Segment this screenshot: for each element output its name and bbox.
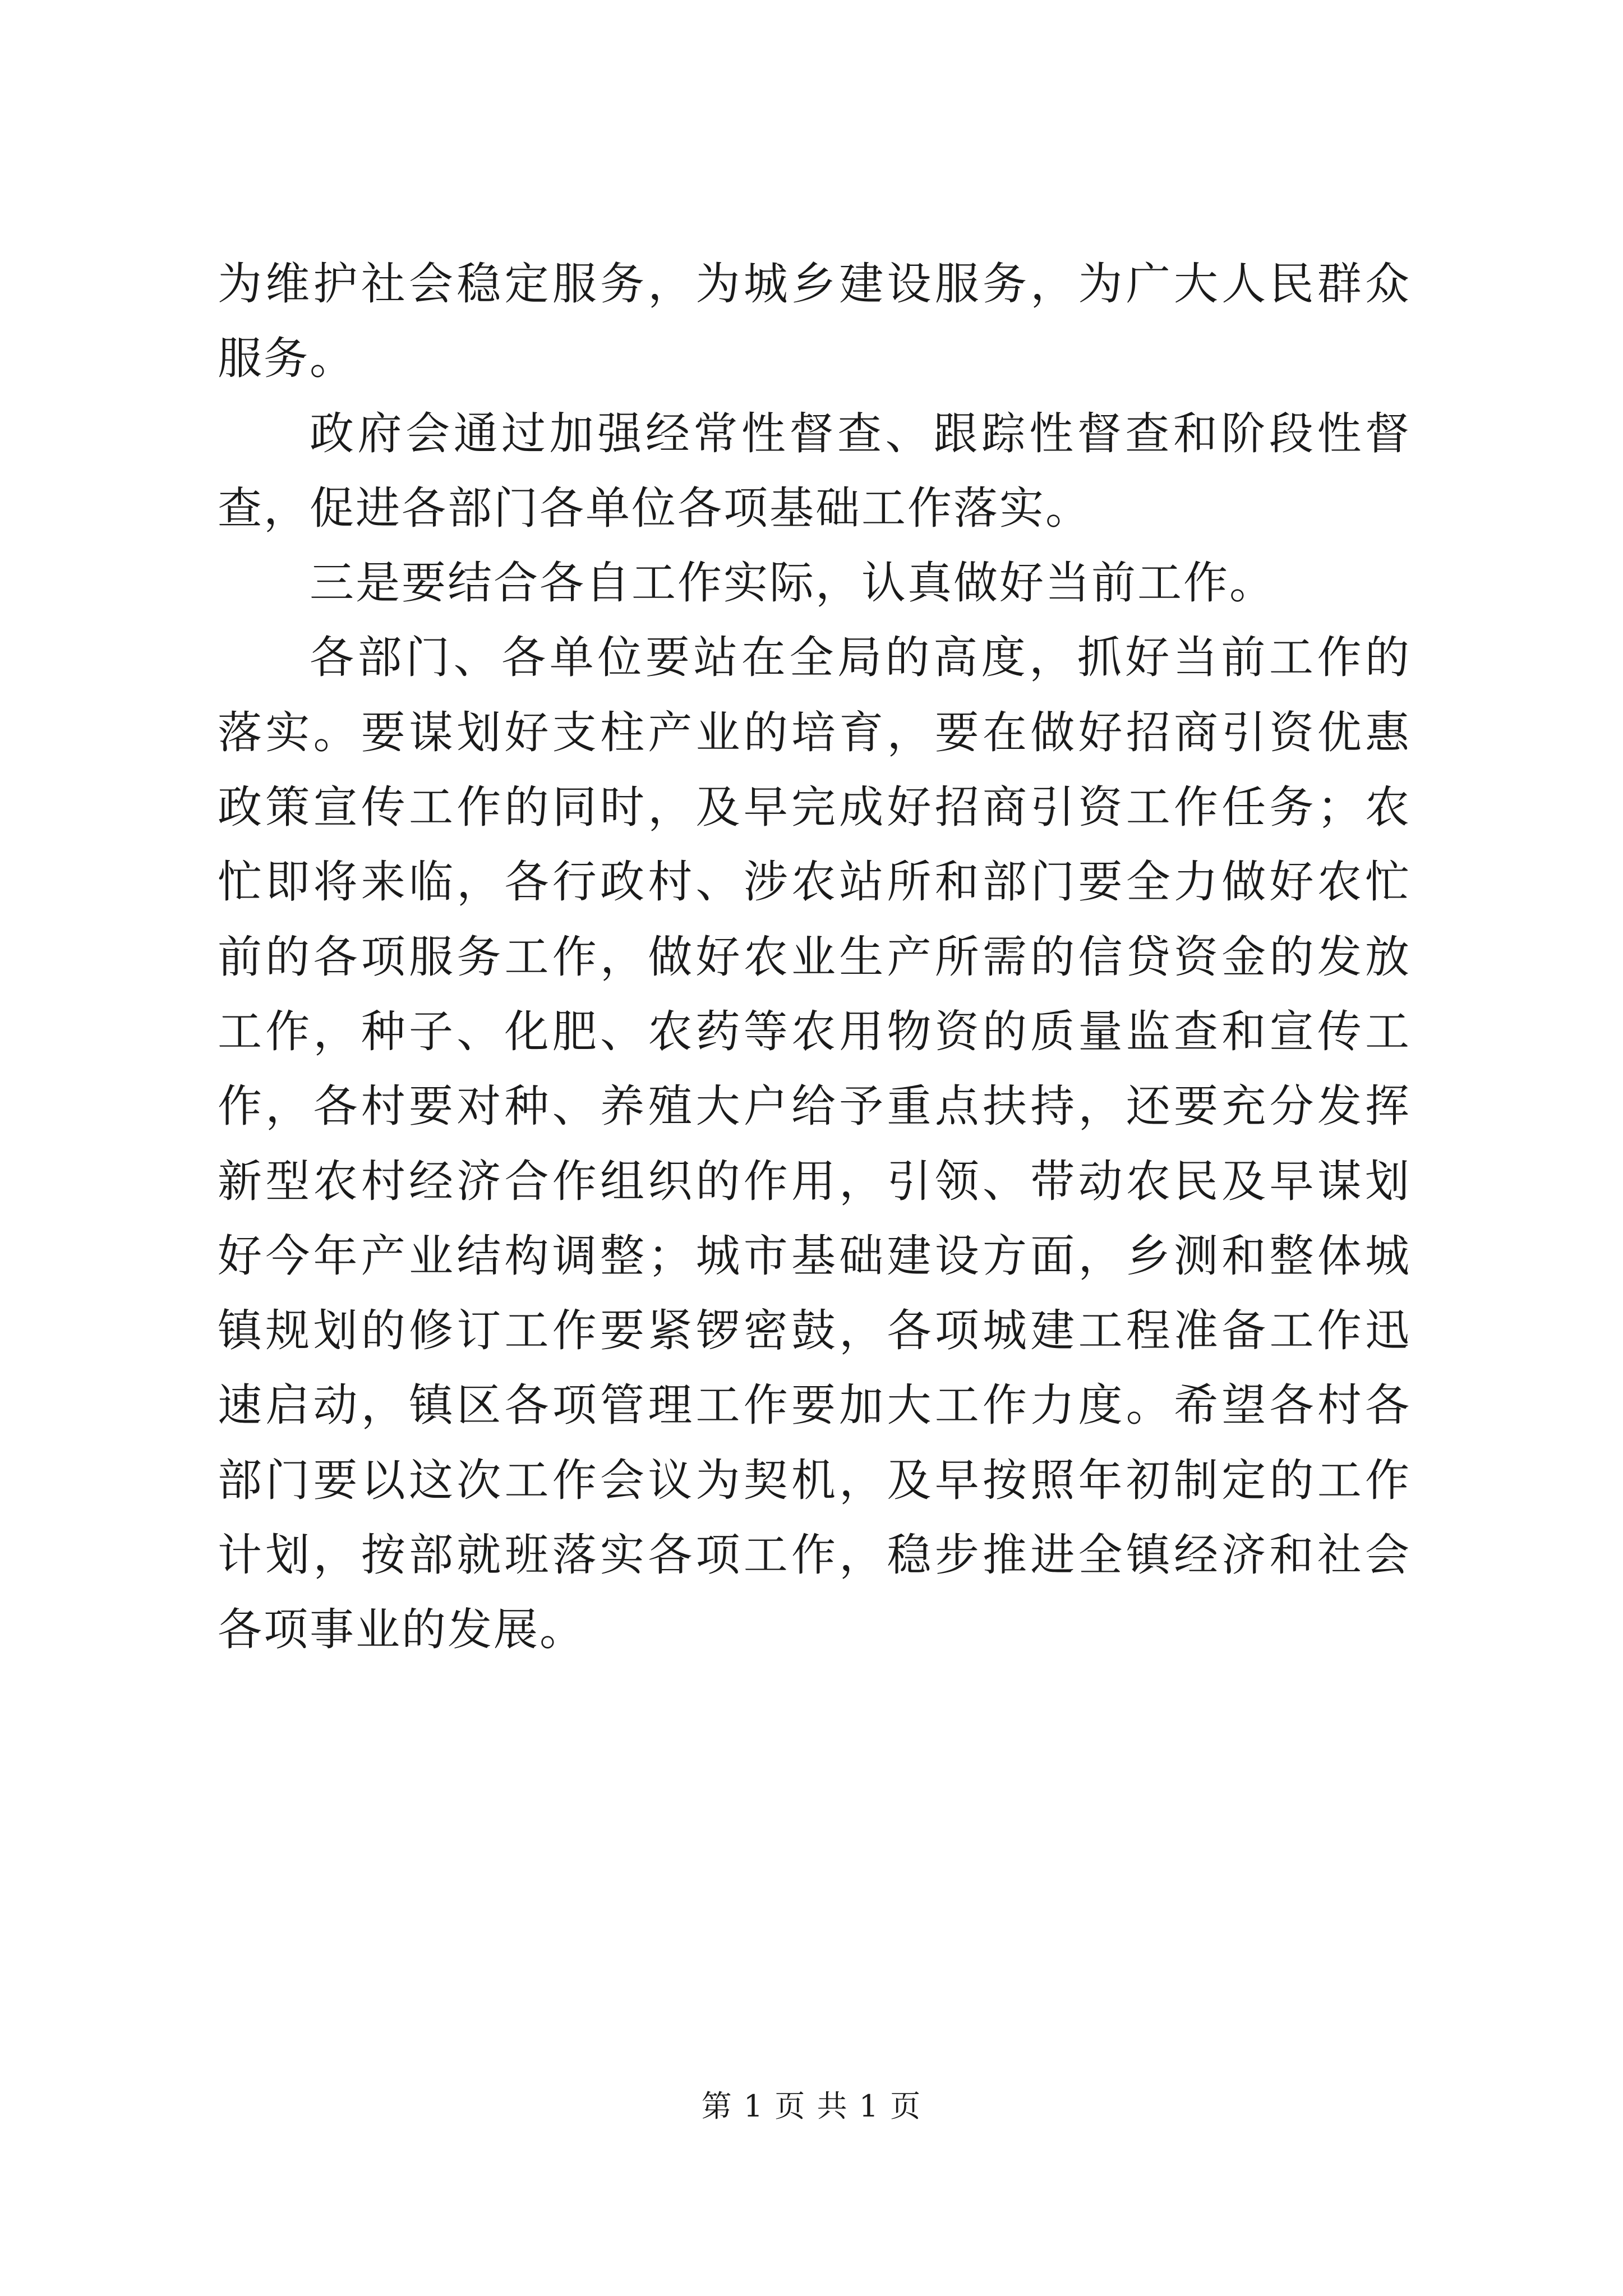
paragraph-1: 为维护社会稳定服务，为城乡建设服务，为广大人民群众服务。 [218,258,1411,385]
page-footer [0,2087,1623,2126]
paragraph-4: 各部门、各单位要站在全局的高度，抓好当前工作的落实。要谋划好支柱产业的培育，要在做好招商引资优惠政策宣传工作的同时，及早完成好招商引资工作任务；农忙即将来临，各行政村、涉农站所和部门要全力做好农忙前的各项服务工作，做好农业生产所需的信贷资金的发放工作，种子、化肥、农药等农用物资的质量监查和宣传工作，各村要对种、养殖大户给予重点扶持，还要充分发挥新型农村经济合作组织的作用，引领、带动农民及早谋划好今年产业结构调整；城市基础建设方面，乡测和整体城镇规划的修订工作要紧锣密鼓，各项城建工程准备工作迅速启动，镇区各项管理工作要加大工作力度。希望各村各部门要以这次工作会议为契机，及早按照年初制定的工作计划，按部就班落实各项工作，稳步推进全镇经济和社会各项事业的发展。 [218,632,1411,1656]
page-number-label: 第 1 页 共 1 页 [701,2088,922,2124]
paragraph-3: 三是要结合各自工作实际，认真做好当前工作。 [310,557,1275,609]
document-body [218,247,1411,1668]
paragraph-2: 政府会通过加强经常性督查、跟踪性督查和阶段性督查，促进各部门各单位各项基础工作落实。 [218,407,1411,534]
